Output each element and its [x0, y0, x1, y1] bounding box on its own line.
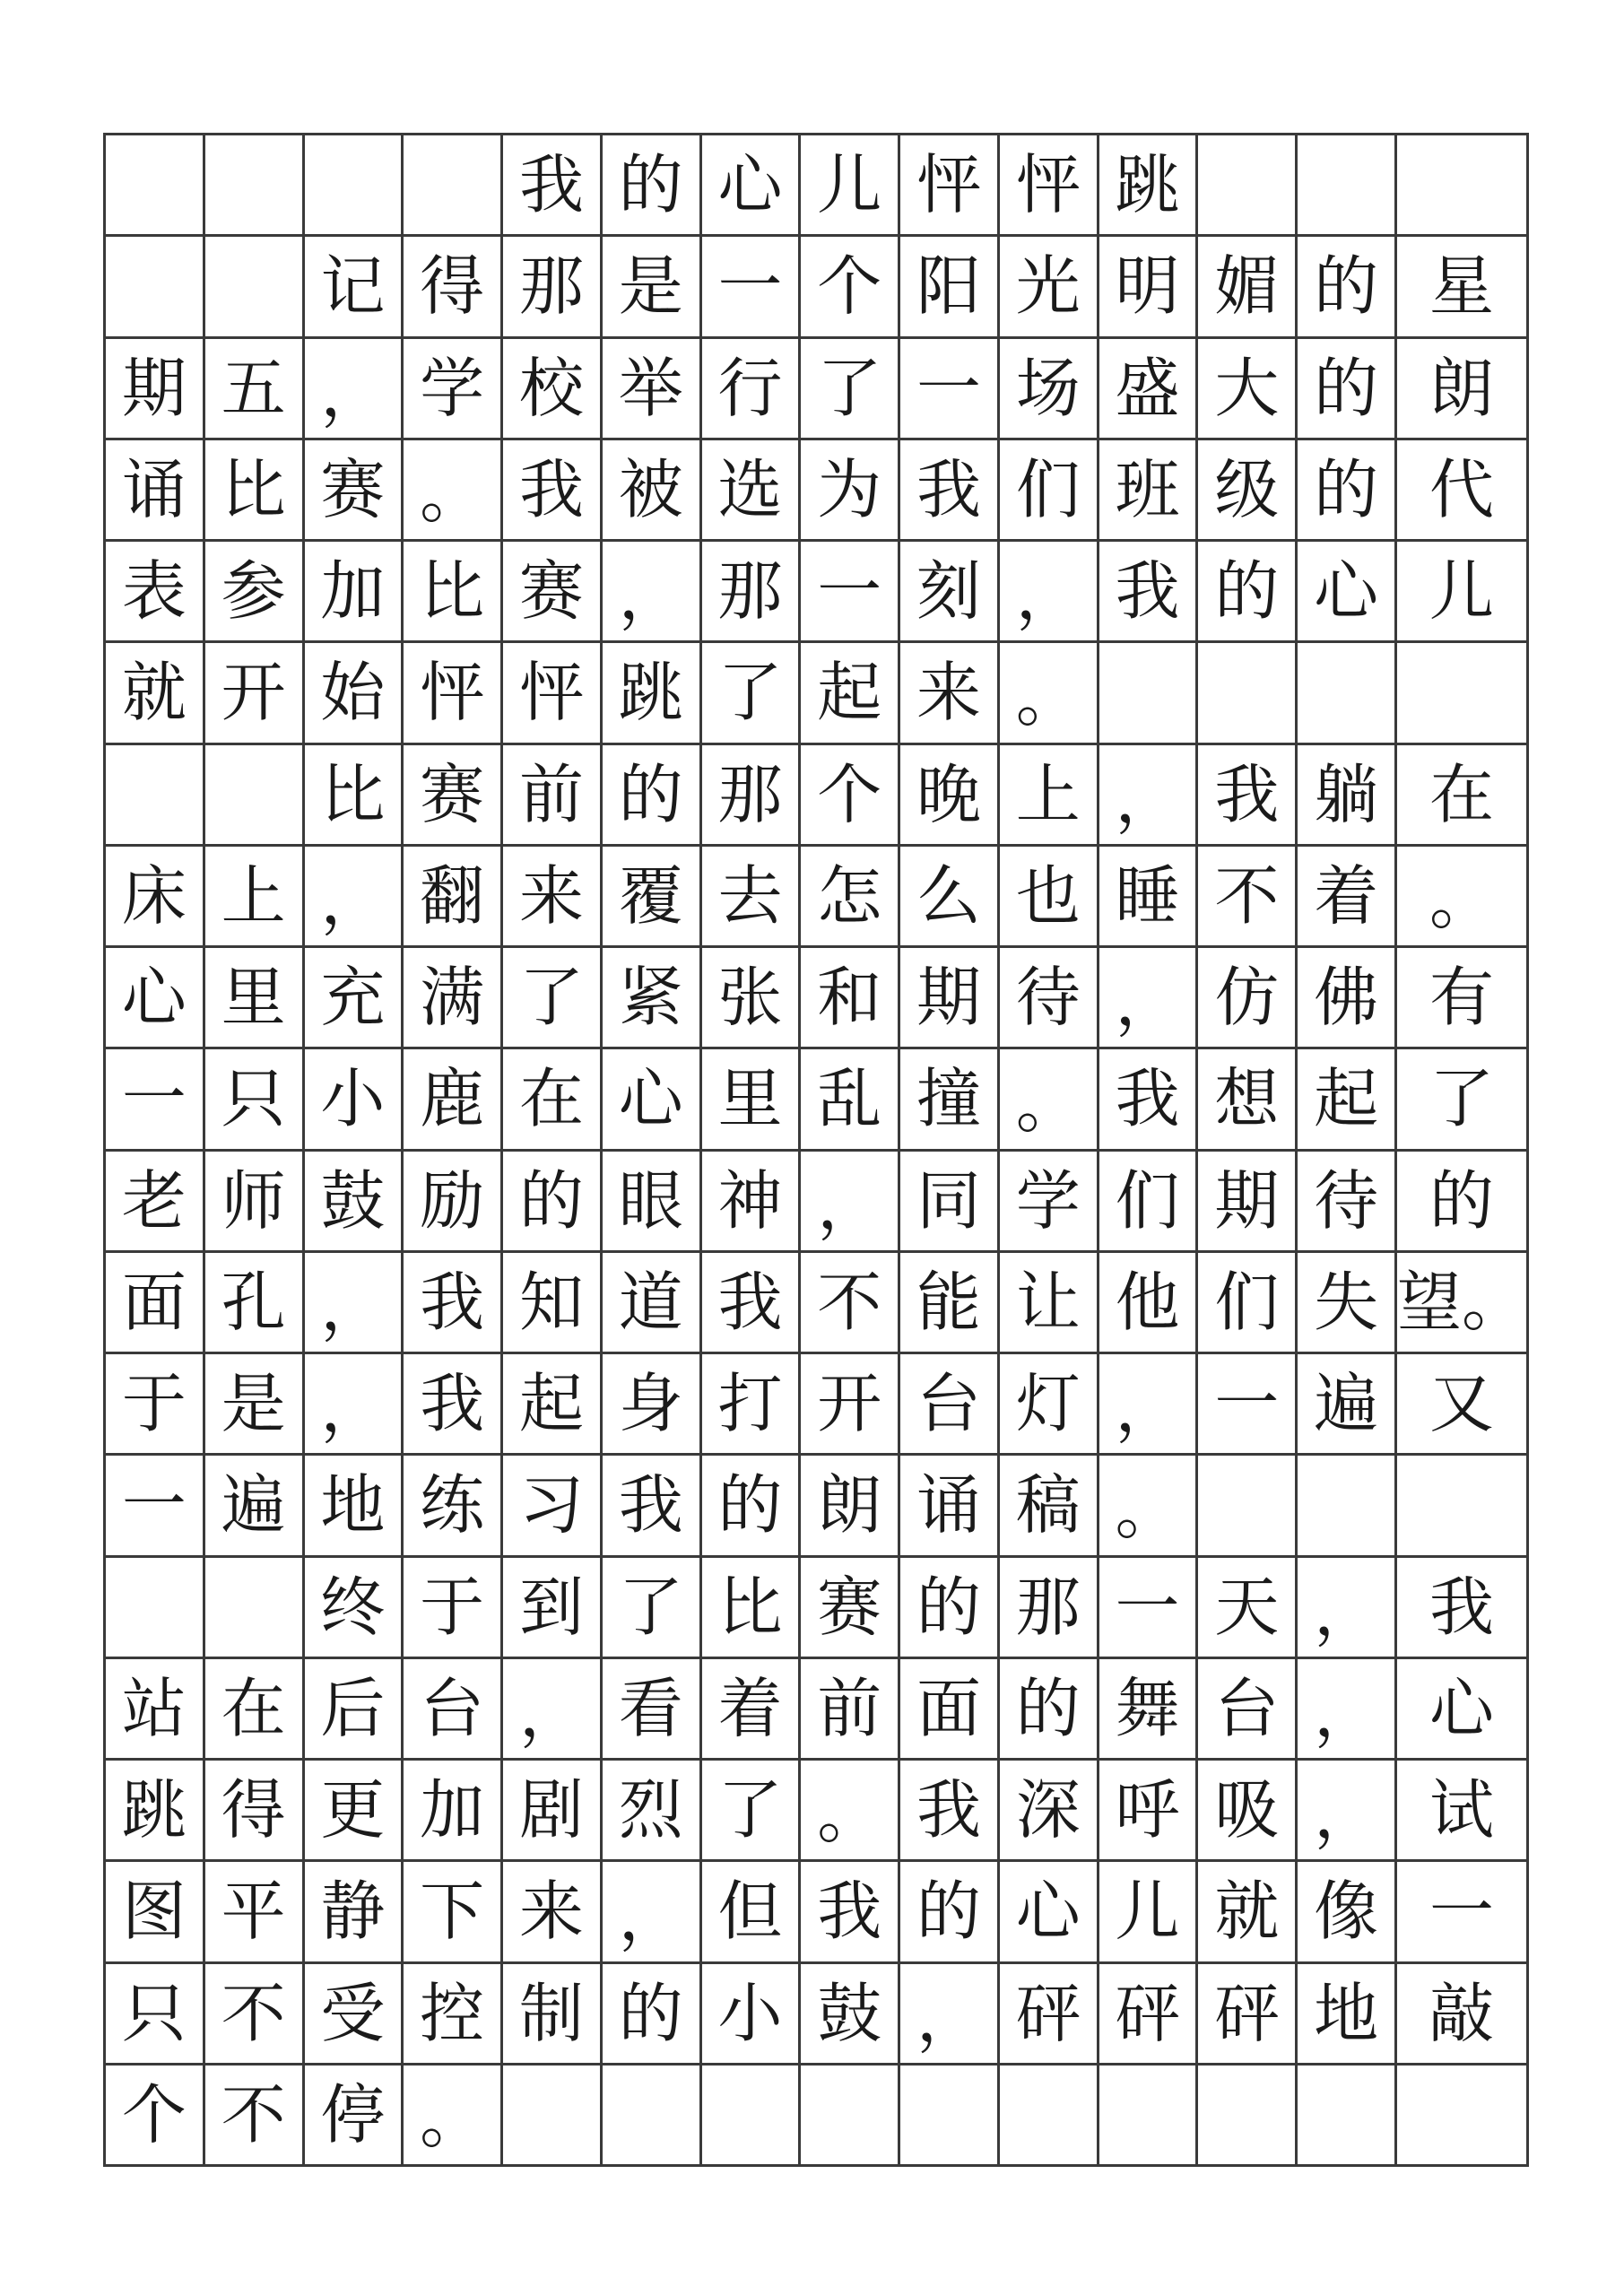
grid-cell: 心: [106, 948, 205, 1049]
grid-cell: [1198, 135, 1298, 237]
grid-cell: 一: [1397, 1862, 1529, 1963]
grid-cell: 就: [1198, 1862, 1298, 1963]
grid-cell: 么: [900, 847, 1000, 948]
grid-cell: [900, 2066, 1000, 2167]
grid-cell: 学: [404, 339, 503, 440]
grid-cell: 我: [404, 1253, 503, 1354]
grid-cell: [1397, 1456, 1529, 1557]
grid-cell: 场: [1000, 339, 1099, 440]
grid-cell: 起: [1298, 1049, 1397, 1151]
grid-cell: 下: [404, 1862, 503, 1963]
grid-cell: 的: [1298, 339, 1397, 440]
grid-cell: 朗: [1397, 339, 1529, 440]
grid-cell: 砰: [1099, 1964, 1199, 2066]
composition-grid-paper: [103, 133, 1529, 2167]
grid-cell: 知: [503, 1253, 603, 1354]
grid-cell: 于: [404, 1558, 503, 1659]
grid-cell: 被: [603, 440, 702, 542]
grid-cell: 我: [603, 1456, 702, 1557]
grid-cell: [1397, 643, 1529, 744]
grid-cell: [404, 135, 503, 237]
grid-cell: 我: [1198, 745, 1298, 847]
grid-cell: 里: [205, 948, 305, 1049]
grid-cell: 比: [305, 745, 404, 847]
grid-cell: 的: [603, 135, 702, 237]
grid-cell: 一: [106, 1049, 205, 1151]
grid-cell: 比: [205, 440, 305, 542]
grid-cell: [1298, 135, 1397, 237]
grid-cell: 的: [1298, 440, 1397, 542]
grid-cell: 让: [1000, 1253, 1099, 1354]
grid-cell: 面: [106, 1253, 205, 1354]
grid-cell: 代: [1397, 440, 1529, 542]
grid-cell: 的: [603, 745, 702, 847]
grid-cell: ，: [305, 339, 404, 440]
grid-cell: 于: [106, 1354, 205, 1456]
grid-cell: [1397, 135, 1529, 237]
grid-cell: 选: [702, 440, 802, 542]
grid-cell: 更: [305, 1761, 404, 1862]
grid-cell: 了: [1397, 1049, 1529, 1151]
grid-cell: 盛: [1099, 339, 1199, 440]
grid-cell: 赛: [801, 1558, 900, 1659]
grid-cell: 的: [1298, 237, 1397, 338]
grid-cell: 睡: [1099, 847, 1199, 948]
grid-cell: [205, 135, 305, 237]
grid-cell: 受: [305, 1964, 404, 2066]
grid-cell: 参: [205, 542, 305, 643]
grid-cell: 一: [801, 542, 900, 643]
grid-cell: 砰: [1198, 1964, 1298, 2066]
grid-cell: 灯: [1000, 1354, 1099, 1456]
grid-cell: [603, 2066, 702, 2167]
grid-cell: 心: [1298, 542, 1397, 643]
grid-cell: 看: [603, 1659, 702, 1761]
grid-cell: 开: [801, 1354, 900, 1456]
grid-cell: 台: [900, 1354, 1000, 1456]
grid-cell: 心: [1000, 1862, 1099, 1963]
grid-cell: 励: [404, 1152, 503, 1253]
grid-cell: 诵: [900, 1456, 1000, 1557]
grid-cell: ，: [1099, 948, 1199, 1049]
grid-cell: 不: [205, 2066, 305, 2167]
grid-cell: 失: [1298, 1253, 1397, 1354]
grid-cell: 比: [404, 542, 503, 643]
grid-cell: [1198, 2066, 1298, 2167]
grid-cell: 个: [106, 2066, 205, 2167]
grid-cell: 。: [1000, 643, 1099, 744]
grid-cell: ，: [801, 1152, 900, 1253]
grid-cell: 跳: [1099, 135, 1199, 237]
grid-cell: 加: [305, 542, 404, 643]
grid-cell: [801, 2066, 900, 2167]
grid-cell: 同: [900, 1152, 1000, 1253]
grid-cell: 那: [702, 745, 802, 847]
grid-cell: [106, 135, 205, 237]
grid-cell: 诵: [106, 440, 205, 542]
grid-cell: 孔: [205, 1253, 305, 1354]
grid-cell: 我: [900, 440, 1000, 542]
grid-cell: 的: [1198, 542, 1298, 643]
grid-cell: 期: [900, 948, 1000, 1049]
grid-cell: 刻: [900, 542, 1000, 643]
grid-cell: 那: [503, 237, 603, 338]
grid-cell: 怎: [801, 847, 900, 948]
grid-cell: ，: [1298, 1761, 1397, 1862]
grid-cell: 来: [503, 847, 603, 948]
grid-cell: 一: [1099, 1558, 1199, 1659]
grid-cell: 地: [1298, 1964, 1397, 2066]
grid-cell: 行: [702, 339, 802, 440]
grid-cell: ，: [305, 847, 404, 948]
grid-cell: 的: [1000, 1659, 1099, 1761]
grid-cell: 个: [801, 237, 900, 338]
grid-cell: 为: [801, 440, 900, 542]
grid-cell: 站: [106, 1659, 205, 1761]
grid-cell: 我: [1099, 542, 1199, 643]
grid-cell: 是: [205, 1354, 305, 1456]
grid-cell: 剧: [503, 1761, 603, 1862]
grid-cell: 天: [1198, 1558, 1298, 1659]
grid-cell: 的: [1397, 1152, 1529, 1253]
grid-cell: 跳: [603, 643, 702, 744]
grid-cell: 练: [404, 1456, 503, 1557]
grid-cell: 校: [503, 339, 603, 440]
grid-cell: [1397, 2066, 1529, 2167]
grid-cell: 终: [305, 1558, 404, 1659]
grid-cell: 怦: [404, 643, 503, 744]
grid-cell: 了: [702, 643, 802, 744]
grid-cell: 面: [900, 1659, 1000, 1761]
grid-cell: 赛: [503, 542, 603, 643]
grid-cell: 儿: [1397, 542, 1529, 643]
grid-cell: [106, 237, 205, 338]
grid-cell: 前: [503, 745, 603, 847]
grid-cell: 始: [305, 643, 404, 744]
grid-cell: 能: [900, 1253, 1000, 1354]
grid-cell: 翻: [404, 847, 503, 948]
grid-cell: 阳: [900, 237, 1000, 338]
grid-cell: 我: [404, 1354, 503, 1456]
grid-cell: 身: [603, 1354, 702, 1456]
grid-cell: 后: [305, 1659, 404, 1761]
grid-cell: ，: [900, 1964, 1000, 2066]
grid-cell: 们: [1099, 1152, 1199, 1253]
grid-cell: ，: [305, 1253, 404, 1354]
grid-cell: [1000, 2066, 1099, 2167]
grid-cell: 一: [106, 1456, 205, 1557]
grid-cell: 朗: [801, 1456, 900, 1557]
grid-cell: [205, 237, 305, 338]
grid-cell: 的: [503, 1152, 603, 1253]
grid-cell: 静: [305, 1862, 404, 1963]
grid-cell: 期: [1198, 1152, 1298, 1253]
grid-cell: 。: [404, 440, 503, 542]
grid-cell: 只: [106, 1964, 205, 2066]
grid-cell: 呼: [1099, 1761, 1199, 1862]
grid-cell: [106, 745, 205, 847]
grid-cell: 级: [1198, 440, 1298, 542]
grid-cell: 制: [503, 1964, 603, 2066]
grid-cell: 的: [702, 1456, 802, 1557]
grid-cell: 举: [603, 339, 702, 440]
grid-cell: 满: [404, 948, 503, 1049]
grid-cell: 张: [702, 948, 802, 1049]
grid-cell: 五: [205, 339, 305, 440]
grid-cell: 不: [205, 1964, 305, 2066]
grid-cell: 儿: [801, 135, 900, 237]
grid-cell: 平: [205, 1862, 305, 1963]
grid-cell: 加: [404, 1761, 503, 1862]
grid-cell: 只: [205, 1049, 305, 1151]
grid-cell: 控: [404, 1964, 503, 2066]
grid-cell: 覆: [603, 847, 702, 948]
grid-cell: [1198, 643, 1298, 744]
grid-cell: 怦: [900, 135, 1000, 237]
grid-cell: 撞: [900, 1049, 1000, 1151]
grid-cell: 了: [503, 948, 603, 1049]
grid-cell: ，: [1099, 1354, 1199, 1456]
grid-cell: 来: [900, 643, 1000, 744]
grid-cell: 和: [801, 948, 900, 1049]
grid-cell: [1099, 2066, 1199, 2167]
grid-cell: 媚: [1198, 237, 1298, 338]
grid-cell: 地: [305, 1456, 404, 1557]
grid-cell: 充: [305, 948, 404, 1049]
grid-cell: ，: [305, 1354, 404, 1456]
grid-cell: 。: [404, 2066, 503, 2167]
grid-cell: 前: [801, 1659, 900, 1761]
grid-cell: 台: [404, 1659, 503, 1761]
grid-cell: 我: [702, 1253, 802, 1354]
grid-cell: [1198, 1456, 1298, 1557]
grid-cell: 了: [603, 1558, 702, 1659]
grid-cell: 儿: [1099, 1862, 1199, 1963]
grid-cell: 晚: [900, 745, 1000, 847]
grid-cell: 躺: [1298, 745, 1397, 847]
grid-cell: 望。: [1397, 1253, 1529, 1354]
grid-cell: 想: [1198, 1049, 1298, 1151]
grid-cell: 师: [205, 1152, 305, 1253]
grid-cell: [702, 2066, 802, 2167]
grid-cell: 道: [603, 1253, 702, 1354]
grid-cell: 。: [1000, 1049, 1099, 1151]
grid-cell: 光: [1000, 237, 1099, 338]
grid-cell: 班: [1099, 440, 1199, 542]
grid-cell: 的: [603, 1964, 702, 2066]
grid-cell: ，: [1000, 542, 1099, 643]
grid-cell: 鼓: [305, 1152, 404, 1253]
grid-cell: ，: [603, 542, 702, 643]
grid-cell: 表: [106, 542, 205, 643]
grid-cell: 遍: [1298, 1354, 1397, 1456]
grid-cell: 我: [503, 440, 603, 542]
grid-cell: [205, 745, 305, 847]
grid-cell: 鹿: [404, 1049, 503, 1151]
grid-cell: [1298, 1456, 1397, 1557]
grid-cell: 起: [503, 1354, 603, 1456]
grid-cell: [106, 1558, 205, 1659]
grid-cell: 是: [603, 237, 702, 338]
grid-cell: 。: [1099, 1456, 1199, 1557]
grid-cell: 吸: [1198, 1761, 1298, 1862]
grid-cell: 鼓: [801, 1964, 900, 2066]
grid-cell: 不: [801, 1253, 900, 1354]
grid-cell: 打: [702, 1354, 802, 1456]
grid-cell: 停: [305, 2066, 404, 2167]
grid-cell: 着: [702, 1659, 802, 1761]
grid-cell: ，: [1099, 745, 1199, 847]
grid-cell: 我: [503, 135, 603, 237]
grid-cell: 有: [1397, 948, 1529, 1049]
grid-cell: [1298, 643, 1397, 744]
grid-cell: 的: [900, 1558, 1000, 1659]
grid-cell: 大: [1198, 339, 1298, 440]
grid-cell: 也: [1000, 847, 1099, 948]
grid-cell: [305, 135, 404, 237]
grid-cell: 。: [801, 1761, 900, 1862]
grid-cell: [503, 2066, 603, 2167]
grid-cell: 怦: [1000, 135, 1099, 237]
grid-cell: 待: [1298, 1152, 1397, 1253]
grid-cell: 但: [702, 1862, 802, 1963]
grid-cell: [1298, 2066, 1397, 2167]
grid-cell: 去: [702, 847, 802, 948]
grid-cell: 我: [801, 1862, 900, 1963]
grid-cell: 起: [801, 643, 900, 744]
grid-cell: 那: [1000, 1558, 1099, 1659]
grid-cell: ，: [503, 1659, 603, 1761]
grid-cell: 神: [702, 1152, 802, 1253]
grid-cell: 就: [106, 643, 205, 744]
grid-cell: 床: [106, 847, 205, 948]
grid-cell: 紧: [603, 948, 702, 1049]
grid-cell: 在: [1397, 745, 1529, 847]
grid-cell: 图: [106, 1862, 205, 1963]
grid-cell: 烈: [603, 1761, 702, 1862]
grid-cell: 那: [702, 542, 802, 643]
grid-cell: 舞: [1099, 1659, 1199, 1761]
grid-cell: 我: [1397, 1558, 1529, 1659]
grid-cell: 小: [702, 1964, 802, 2066]
grid-cell: 佛: [1298, 948, 1397, 1049]
grid-cell: 着: [1298, 847, 1397, 948]
grid-cell: [1099, 643, 1199, 744]
grid-cell: 明: [1099, 237, 1199, 338]
grid-cell: 砰: [1000, 1964, 1099, 2066]
grid-cell: 学: [1000, 1152, 1099, 1253]
grid-cell: 一: [702, 237, 802, 338]
grid-cell: 仿: [1198, 948, 1298, 1049]
grid-cell: 个: [801, 745, 900, 847]
grid-cell: 里: [702, 1049, 802, 1151]
grid-cell: 老: [106, 1152, 205, 1253]
grid-cell: 怦: [503, 643, 603, 744]
grid-cell: 的: [900, 1862, 1000, 1963]
grid-cell: 们: [1198, 1253, 1298, 1354]
grid-cell: ，: [1298, 1558, 1397, 1659]
grid-cell: 了: [801, 339, 900, 440]
grid-cell: 心: [1397, 1659, 1529, 1761]
grid-cell: 敲: [1397, 1964, 1529, 2066]
grid-cell: 来: [503, 1862, 603, 1963]
grid-cell: 深: [1000, 1761, 1099, 1862]
grid-cell: 眼: [603, 1152, 702, 1253]
grid-cell: 开: [205, 643, 305, 744]
grid-cell: 我: [900, 1761, 1000, 1862]
grid-cell: 星: [1397, 237, 1529, 338]
grid-cell: 乱: [801, 1049, 900, 1151]
grid-cell: 像: [1298, 1862, 1397, 1963]
grid-cell: 到: [503, 1558, 603, 1659]
grid-cell: 了: [702, 1761, 802, 1862]
grid-cell: 待: [1000, 948, 1099, 1049]
grid-cell: ，: [603, 1862, 702, 1963]
grid-cell: ，: [1298, 1659, 1397, 1761]
grid-cell: 得: [205, 1761, 305, 1862]
grid-cell: 心: [702, 135, 802, 237]
grid-cell: 赛: [404, 745, 503, 847]
grid-cell: 他: [1099, 1253, 1199, 1354]
grid-cell: 比: [702, 1558, 802, 1659]
grid-cell: 一: [900, 339, 1000, 440]
grid-cell: 期: [106, 339, 205, 440]
grid-cell: 。: [1397, 847, 1529, 948]
grid-cell: 一: [1198, 1354, 1298, 1456]
grid-cell: 记: [305, 237, 404, 338]
grid-cell: 在: [205, 1659, 305, 1761]
grid-cell: 台: [1198, 1659, 1298, 1761]
grid-cell: 上: [205, 847, 305, 948]
grid-cell: 心: [603, 1049, 702, 1151]
grid-cell: 们: [1000, 440, 1099, 542]
grid-cell: 得: [404, 237, 503, 338]
grid-cell: 我: [1099, 1049, 1199, 1151]
grid-cell: 习: [503, 1456, 603, 1557]
grid-cell: 跳: [106, 1761, 205, 1862]
grid-cell: 不: [1198, 847, 1298, 948]
grid-cell: 稿: [1000, 1456, 1099, 1557]
grid-cell: [205, 1558, 305, 1659]
grid-cell: 小: [305, 1049, 404, 1151]
grid-cell: 试: [1397, 1761, 1529, 1862]
grid-cell: 上: [1000, 745, 1099, 847]
grid-cell: 遍: [205, 1456, 305, 1557]
grid-cell: 赛: [305, 440, 404, 542]
grid-cell: 又: [1397, 1354, 1529, 1456]
grid-cell: 在: [503, 1049, 603, 1151]
